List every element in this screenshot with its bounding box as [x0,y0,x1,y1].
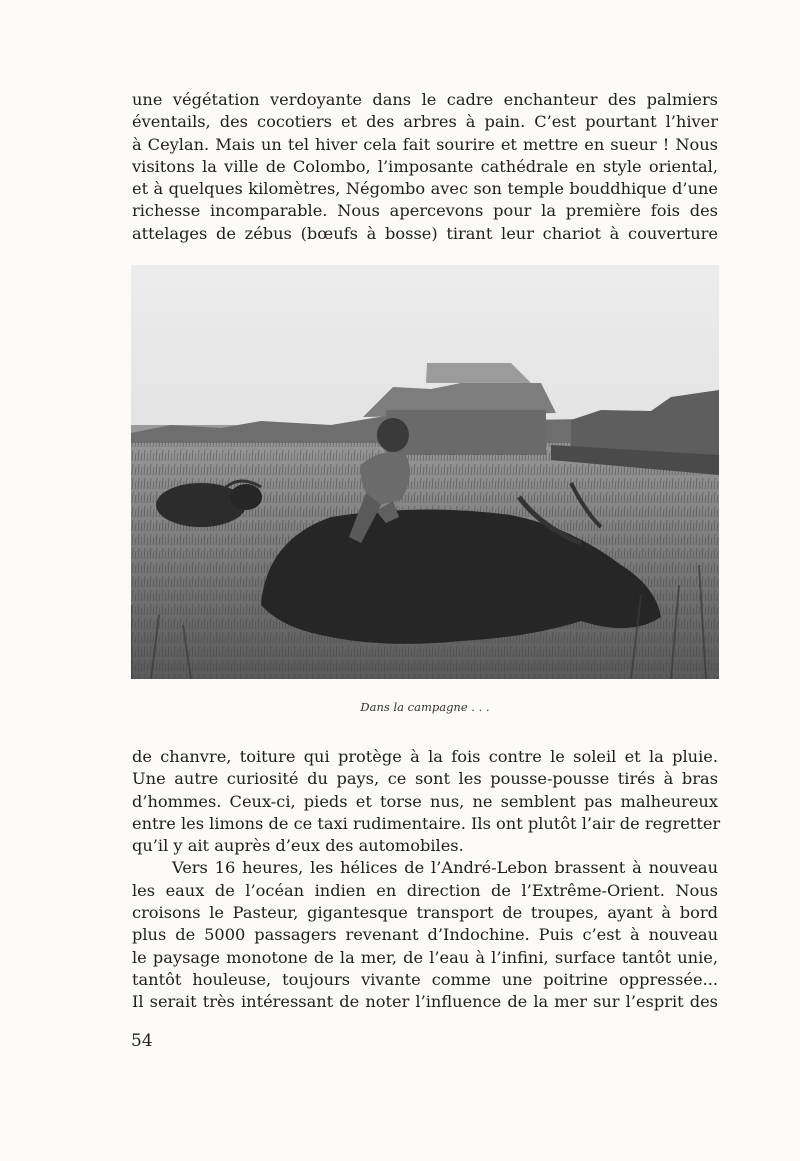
text-line: les eaux de l’océan indien en direction de l’Extrême-Orient. Nous [132,880,718,900]
text-line: attelages de zébus (bœufs à bosse) tirant leur chariot à couverture [132,223,718,243]
text-line: Vers 16 heures, les hélices de l’André-Lebon brassent à nouveau [172,858,718,878]
photo-buffalo-countryside [131,265,719,679]
text-line: à Ceylan. Mais un tel hiver cela fait sourire et mettre en sueur ! Nous [132,134,718,154]
text-line: plus de 5000 passagers revenant d’Indochine. Puis c’est à nouveau [132,925,718,945]
photo-caption: Dans la campagne . . . [360,700,490,714]
text-line: croisons le Pasteur, gigantesque transport de troupes, ayant à bord [132,903,718,923]
text-line: richesse incomparable. Nous apercevons pour la première fois des [132,201,718,221]
text-line: tantôt houleuse, toujours vivante comme une poitrine oppressée... [132,969,718,989]
text-line: éventails, des cocotiers et des arbres à pain. C’est pourtant l’hiver [132,112,718,132]
text-line: Une autre curiosité du pays, ce sont les pousse-pousse tirés à bras [132,769,718,789]
text-line: qu’il y ait auprès d’eux des automobiles. [132,836,464,856]
text-line: entre les limons de ce taxi rudimentaire. Ils ont plutôt l’air de regretter [132,813,721,833]
paragraph-bottom [132,746,721,1014]
paragraph-top [132,89,718,245]
text-line: Il serait très intéressant de noter l’influence de la mer sur l’esprit des [132,992,718,1012]
text-line: le paysage monotone de la mer, de l’eau à l’infini, surface tantôt unie, [132,947,718,967]
text-line: de chanvre, toiture qui protège à la fois contre le soleil et la pluie. [132,747,718,766]
text-line: et à quelques kilomètres, Négombo avec son temple bouddhique d’une [132,179,718,199]
photo-illustration [131,265,719,679]
text-line: d’hommes. Ceux-ci, pieds et torse nus, ne semblent pas malheureux [132,791,718,811]
page-number: 54 [131,1031,153,1051]
text-line: une végétation verdoyante dans le cadre enchanteur des palmiers [132,90,718,109]
text-line: visitons la ville de Colombo, l’imposante cathédrale en style oriental, [132,156,718,176]
